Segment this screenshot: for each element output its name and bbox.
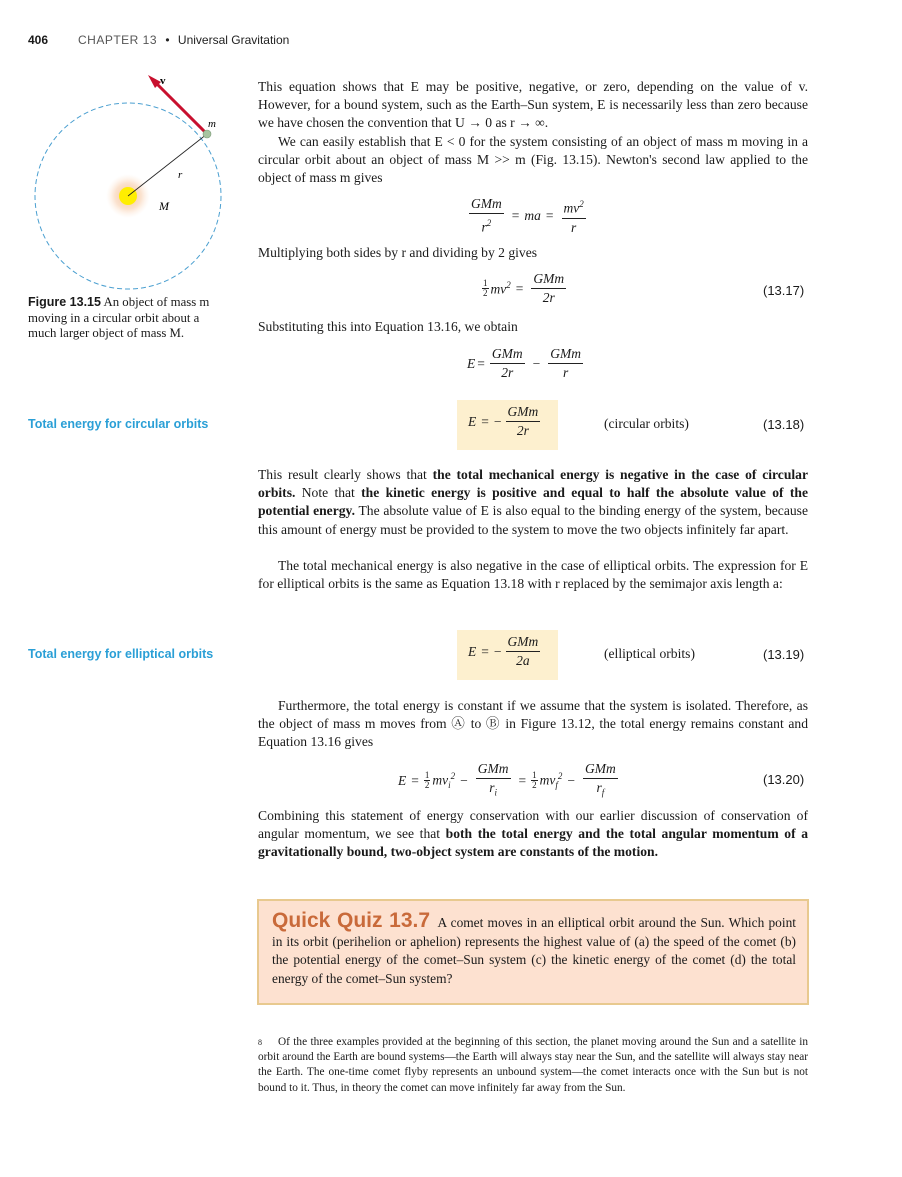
running-header (78, 33, 289, 47)
svg-text:r: r (178, 169, 183, 181)
radius-line (128, 134, 207, 196)
equation-number-13-17: (13.17) (763, 283, 805, 298)
paragraph-5-text-2: Note that (295, 485, 362, 501)
margin-note-circular: Total energy for circular orbits (28, 417, 209, 431)
figure-caption-text: An object of mass m moving in a circular orbit about a much larger object of mass M. (28, 295, 210, 340)
figure-label: Figure 13.15 (28, 295, 101, 309)
footnote-text: Of the three examples provided at the beginning of this section, the planet moving around the Sun and a satellite in orbit around the Earth are bound systems—the Earth will always stay near the Sun, and the satellite will always stay near the Earth. The one-time comet flyby represents an unbound system—the comet interacts once with the Sun but is not bound to it. Thus, in theory the comet can move infinitely far away from the Sun. (258, 1036, 808, 1094)
header-separator: • (165, 33, 170, 47)
equation-number-13-19: (13.19) (763, 647, 805, 662)
footnote (258, 1035, 808, 1096)
quick-quiz-text: A comet moves in an elliptical orbit around the Sun. Which point in its orbit (perihelion or aphelion) represents the highest value of (a) the speed of the comet (b) the potential energy of the comet–Sun system (c) the kinetic energy of the comet (d) the total energy of the comet–Sun system? (272, 915, 796, 986)
paragraph-8-bold: both the total energy and the total angular momentum of a gravitationally bound, two-object system are constants of the motion. (258, 826, 808, 860)
equation-13-19: E = − $\frac{\text{GMm}}{2a}$ (468, 634, 539, 668)
equation-note-elliptical: (elliptical orbits) (604, 646, 695, 661)
paragraph-1 (258, 78, 808, 133)
velocity-arrow (154, 81, 207, 134)
paragraph-5-text-3: The absolute value of E is also equal to the binding energy of the system, because this amount of energy must be provided to the system to move the two objects infinitely far apart. (258, 503, 808, 537)
quick-quiz-box (257, 899, 809, 1005)
margin-note-elliptical: Total energy for elliptical orbits (28, 647, 214, 661)
svg-text:M: M (159, 199, 169, 213)
paragraph-5-bold-2: the kinetic energy is positive and equal to half the absolute value of the potential energy. (258, 485, 808, 519)
paragraph-1-text: This equation shows that E may be positive, negative, or zero, depending on the value of v. However, for a bound system, such as the Earth–Sun system, E is necessarily less than zero because we have chosen the convention that U → 0 as r → ∞. (258, 79, 808, 131)
paragraph-5-text-1: This result clearly shows that (258, 467, 433, 482)
page-number: 406 (28, 33, 49, 47)
footnote-marker: 8 (258, 1038, 262, 1047)
orbit-figure (28, 70, 238, 295)
paragraph-8-text: Combining this statement of energy conservation with our earlier discussion of conservation of angular momentum, we see that (258, 808, 808, 842)
paragraph-3: Multiplying both sides by r and dividing by 2 gives (258, 245, 538, 260)
figure-caption (28, 295, 228, 342)
paragraph-5-bold-1: the total mechanical energy is negative in the case of circular orbits. (258, 467, 808, 501)
equation-13-20: E = $\frac{1}{2}$ $mv_i^2$ − $\frac{\text{GMm}}{r_i}$ = $\frac{1}{2}$ $mv_f^2$ − $\frac{\text{GMm}}{r_f}$ (398, 761, 616, 798)
paragraph-7: Furthermore, the total energy is constant if we assume that the system is isolated. Therefore, as the object of mass m moves from Ⓐ to Ⓑ in Figure 13.12, the total energy remains constant and Equation 13.16 gives (258, 698, 808, 750)
equation-substitution: E = $\frac{\text{GMm}}{2r}$ − $\frac{\text{GMm}}{r}$ (467, 346, 581, 380)
equation-number-13-20: (13.20) (763, 772, 805, 787)
quick-quiz-title: Quick Quiz 13.7 (272, 909, 431, 932)
paragraph-8 (258, 807, 808, 862)
equation-note-circular: (circular orbits) (604, 416, 689, 431)
paragraph-6: The total mechanical energy is also negative in the case of elliptical orbits. The expression for E for elliptical orbits is the same as Equation 13.18 with r replaced by the semimajor axis length a: (258, 558, 808, 592)
equation-number-13-18: (13.18) (763, 417, 805, 432)
equation-newton: $\frac{\text{GMm}}{r^2}$ = ma = $\frac{mv^2}{r}$ (471, 196, 584, 235)
paragraph-2: We can easily establish that E < 0 for the system consisting of an object of mass m moving in a circular orbit about an object of mass M >> m (Fig. 13.15). Newton's second law applied to the object of mass m gives (258, 134, 808, 186)
paragraph-5 (258, 466, 808, 539)
quick-quiz-content (272, 909, 796, 988)
chapter-title: Universal Gravitation (177, 33, 290, 47)
equation-13-18: E = − $\frac{\text{GMm}}{2r}$ (468, 404, 539, 438)
equation-13-17: 1 2 $mv^2$ = $\frac{\text{GMm}}{2r}$ (483, 271, 565, 305)
paragraph-4: Substituting this into Equation 13.16, we obtain (258, 319, 518, 334)
planet (203, 130, 211, 138)
svg-text:v: v (160, 75, 166, 87)
svg-text:m: m (208, 118, 216, 130)
chapter-label: CHAPTER 13 (78, 33, 158, 47)
